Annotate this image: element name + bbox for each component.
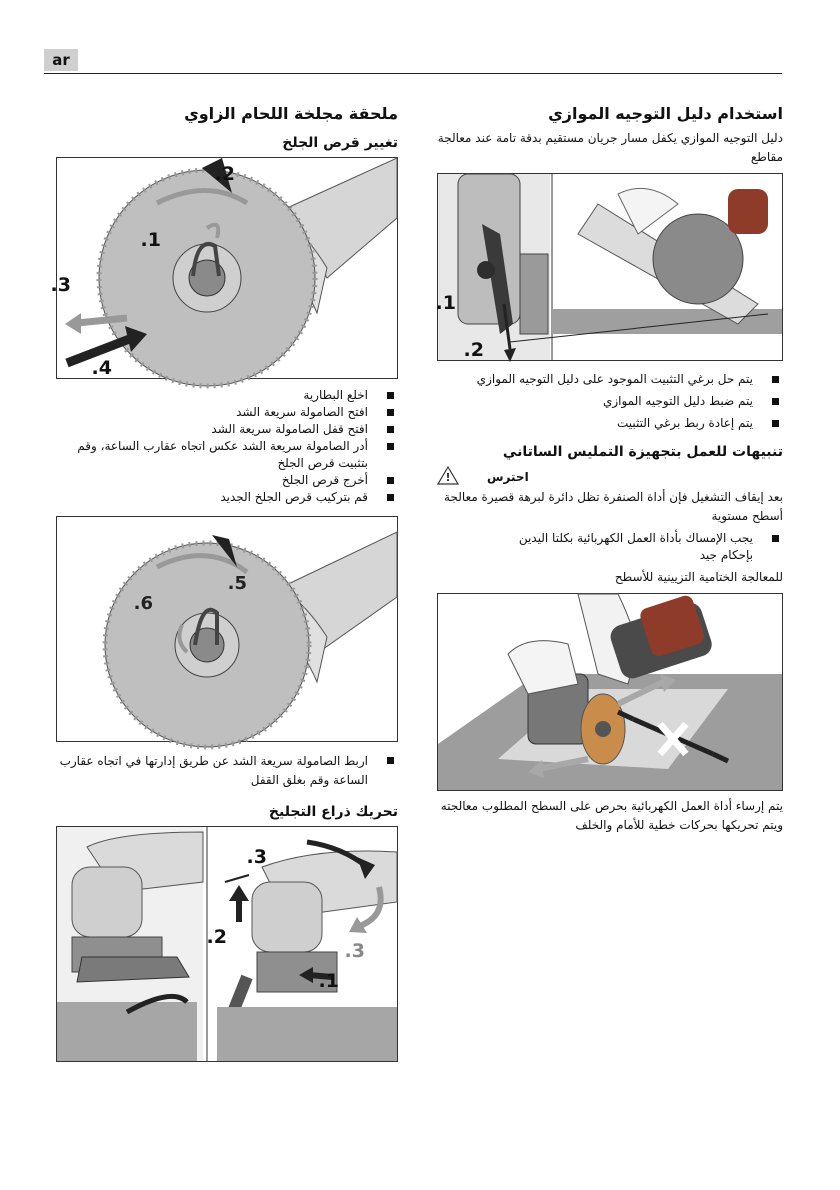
finishing-text: للمعالجة الختامية التزيينية للأسطح bbox=[614, 570, 783, 584]
list-item: يتم ضبط دليل التوجيه الموازي bbox=[437, 393, 783, 410]
sanding-caption: يتم إرساء أداة العمل الكهربائية بحرص على السطح المطلوب معالجته ويتم تحريكها بحركات خطية للأمام والخلف bbox=[440, 799, 783, 832]
header-rule bbox=[44, 73, 782, 74]
svg-text:!: ! bbox=[445, 471, 451, 484]
parallel-guide-figure bbox=[437, 173, 783, 361]
fig2-label-4: 4. bbox=[91, 357, 112, 379]
fig2-label-1: 1. bbox=[140, 229, 161, 251]
fig2-label-2: 2. bbox=[214, 163, 235, 185]
change-disc-figure bbox=[50, 157, 398, 379]
list-item: أدر الصامولة سريعة الشد عكس اتجاه عقارب الساعة، وقم بتثبيت قرص الجلخ bbox=[56, 438, 398, 472]
fig1-label-1: 1. bbox=[435, 292, 456, 314]
list-item: يجب الإمساك بأداة العمل الكهربائية بكلتا اليدين بإحكام جيد bbox=[487, 530, 783, 564]
list-item: افتح قفل الصامولة سريعة الشد bbox=[56, 421, 398, 438]
caution-word: احترس bbox=[487, 470, 529, 484]
list-item: قم بتركيب قرص الجلخ الجديد bbox=[56, 489, 398, 506]
list-item: افتح الصامولة سريعة الشد bbox=[56, 404, 398, 421]
list-item: يتم حل برغي التثبيت الموجود على دليل التوجيه الموازي bbox=[437, 371, 783, 388]
fig5-label-2: 2. bbox=[206, 926, 227, 948]
caution-text: بعد إيقاف التشغيل فإن أداة الصنفرة تظل دائرة لبرهة قصيرة معالجة أسطح مستوية bbox=[444, 490, 783, 523]
change-disc-title: تغيير قرص الجلخ bbox=[282, 135, 398, 151]
list-item: اربط الصامولة سريعة الشد عن طريق إدارتها في اتجاه عقارب الساعة وقم بغلق القفل bbox=[56, 752, 398, 790]
accessory-title: ملحقة مجلخة اللحام الزاوي bbox=[184, 104, 398, 123]
mount-disc-figure bbox=[56, 516, 398, 742]
fig5-label-1: 1. bbox=[318, 970, 339, 992]
tighten-list bbox=[56, 752, 398, 790]
hold-list bbox=[437, 530, 783, 564]
warning-triangle-icon bbox=[437, 466, 459, 488]
fig5-label-3b: 3. bbox=[344, 940, 365, 962]
sanding-figure bbox=[437, 593, 783, 791]
warnings-title: تنبيهات للعمل بتجهيزة التمليس الساتاني bbox=[502, 444, 783, 460]
fig4-label-5: 5. bbox=[227, 573, 247, 594]
language-tag: ar bbox=[44, 49, 78, 71]
fig2-label-3: 3. bbox=[50, 274, 71, 296]
guide-steps-list bbox=[437, 371, 783, 432]
guide-title: استخدام دليل التوجيه الموازي bbox=[548, 104, 783, 123]
caution-row bbox=[437, 466, 783, 488]
change-steps-list bbox=[56, 387, 398, 506]
list-item: اخلع البطارية bbox=[56, 387, 398, 404]
fig4-label-6: 6. bbox=[133, 593, 153, 614]
right-column bbox=[437, 104, 783, 835]
list-item: يتم إعادة ربط برغي التثبيت bbox=[437, 415, 783, 432]
guide-text: دليل التوجيه الموازي يكفل مسار جريان مستقيم بدقة تامة عند معالجة مقاطع bbox=[437, 131, 783, 164]
fig1-label-2: 2. bbox=[463, 339, 484, 361]
fig5-label-3a: 3. bbox=[246, 846, 267, 868]
move-arm-figure bbox=[56, 826, 398, 1062]
list-item: أخرج قرص الجلخ bbox=[56, 472, 398, 489]
left-column bbox=[50, 104, 398, 1062]
move-arm-title: تحريك ذراع التجليخ bbox=[268, 804, 398, 820]
